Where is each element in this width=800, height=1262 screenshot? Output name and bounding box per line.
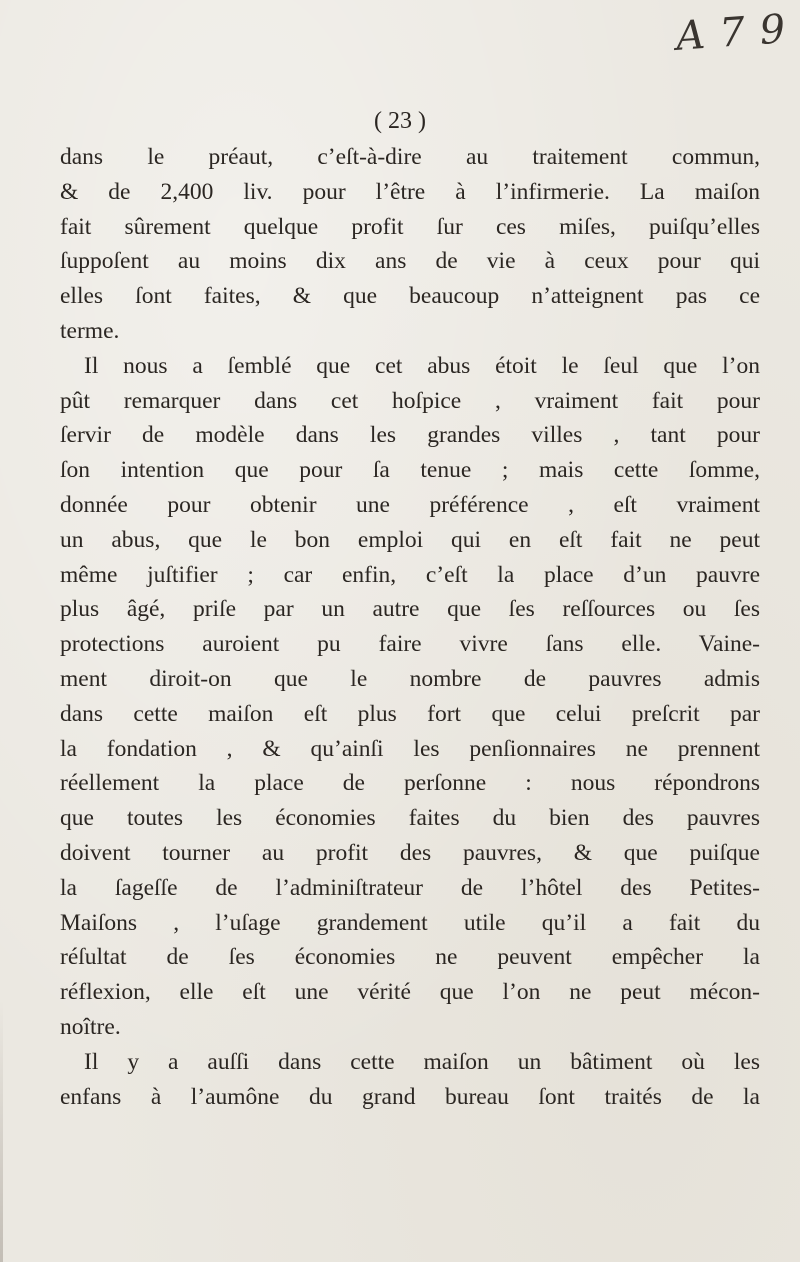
- text-line: la ſageſſe de l’adminiſtrateur de l’hôtel des Petites-: [60, 874, 760, 901]
- text-line: plus âgé, priſe par un autre que ſes reſſources ou ſes: [60, 596, 760, 623]
- text-line: dans le préaut, c’eſt-à-dire au traitement commun,: [60, 144, 760, 170]
- text-line: réflexion, elle eſt une vérité que l’on ne peut mécon-: [60, 979, 760, 1006]
- text-line: la fondation , & qu’ainſi les penſionnaires ne prennent: [60, 735, 760, 762]
- text-line: fait sûrement quelque profit ſur ces miſes, puiſqu’elles: [60, 213, 760, 240]
- page-number: ( 23 ): [374, 108, 426, 134]
- text-line: protections auroient pu faire vivre ſans elle. Vaine-: [60, 631, 760, 658]
- text-line: noître.: [60, 1013, 121, 1040]
- text-line: dans cette maiſon eſt plus fort que celui preſcrit par: [60, 700, 760, 727]
- handwritten-page-annotation: A 7 9: [674, 6, 788, 60]
- text-line: elles ſont faites, & que beaucoup n’atteignent pas ce: [60, 283, 760, 310]
- text-line: pût remarquer dans cet hoſpice , vraiment fait pour: [60, 387, 760, 414]
- text-line: Il nous a ſemblé que cet abus étoit le ſeul que l’on: [84, 352, 760, 379]
- text-line: un abus, que le bon emploi qui en eſt fait ne peut: [60, 526, 760, 553]
- text-line: ſon intention que pour ſa tenue ; mais cette ſomme,: [60, 457, 760, 484]
- text-line: que toutes les économies faites du bien des pauvres: [60, 805, 760, 832]
- page-edge-shadow: [0, 1000, 3, 1262]
- text-line: même juſtifier ; car enfin, c’eſt la place d’un pauvre: [60, 561, 760, 588]
- text-line: & de 2,400 liv. pour l’être à l’infirmerie. La maiſon: [60, 178, 760, 205]
- text-line: Il y a auſſi dans cette maiſon un bâtiment où les: [84, 1048, 760, 1075]
- text-line: réſultat de ſes économies ne peuvent empêcher la: [60, 944, 760, 971]
- text-line: donnée pour obtenir une préférence , eſt vraiment: [60, 491, 760, 518]
- text-line: ment diroit-on que le nombre de pauvres admis: [60, 665, 760, 692]
- body-text: [60, 140, 760, 1114]
- text-line: doivent tourner au profit des pauvres, & que puiſque: [60, 839, 760, 866]
- text-line: terme.: [60, 317, 120, 344]
- text-line: ſervir de modèle dans les grandes villes , tant pour: [60, 422, 760, 449]
- text-line: réellement la place de perſonne : nous répondrons: [60, 770, 760, 797]
- text-line: ſuppoſent au moins dix ans de vie à ceux pour qui: [60, 248, 760, 275]
- text-line: Maiſons , l’uſage grandement utile qu’il a fait du: [60, 909, 760, 936]
- text-line: enfans à l’aumône du grand bureau ſont traités de la: [60, 1083, 760, 1110]
